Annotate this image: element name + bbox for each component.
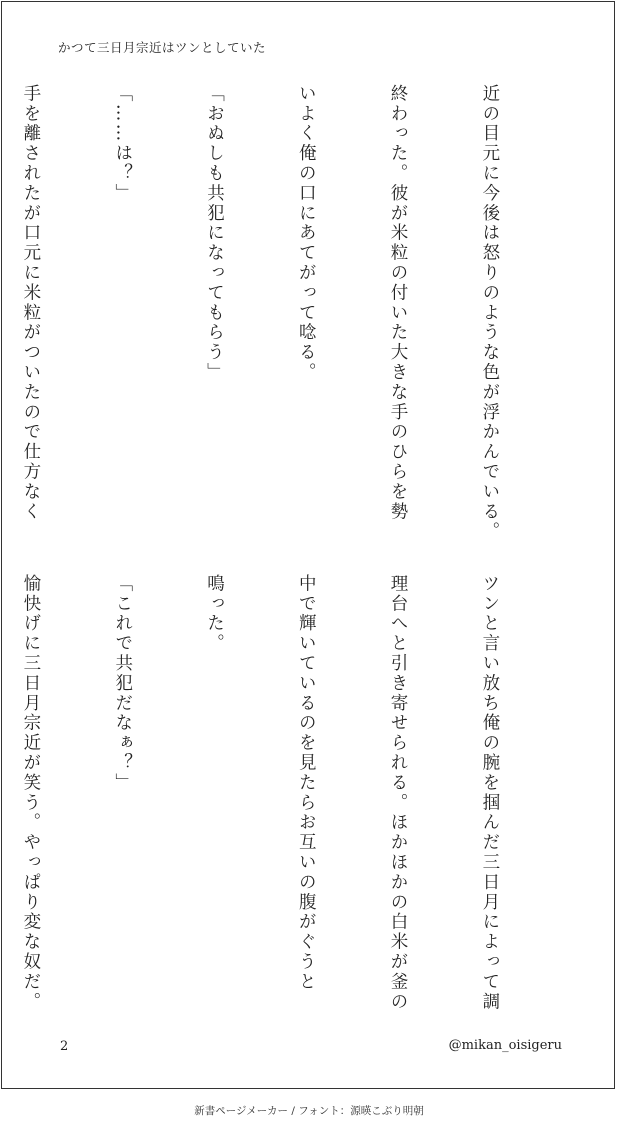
book-page (1, 1, 615, 1089)
text-line: 「……は？」 (112, 84, 133, 204)
text-line: 鳴った。 (204, 574, 225, 654)
text-line: 「これで共犯だなぁ？」 (112, 574, 133, 793)
text-line: いよく俺の口にあてがって唸る。 (296, 84, 317, 383)
text-line: ツンと言い放ち俺の腕を掴んだ三日月によって調 (479, 574, 500, 1012)
author-handle: @mikan_oisigeru (448, 1038, 562, 1053)
text-line: 愉快げに三日月宗近が笑う。やっぱり変な奴だ。 (20, 574, 41, 1012)
text-line: 中で輝いているのを見たらお互いの腹がぐうと (296, 574, 317, 992)
text-line: 理台へと引き寄せられる。ほかほかの白米が釜の (388, 574, 409, 1012)
text-line: 近の目元に今後は怒りのような色が浮かんでいる。 (479, 84, 500, 542)
text-block-bottom (20, 574, 566, 1022)
running-header: かつて三日月宗近はツンとしていた (58, 40, 267, 55)
text-line: 終わった。彼が米粒の付いた大きな手のひらを勢 (388, 84, 409, 522)
text-line: 「おぬしも共犯になってもらう」 (204, 84, 225, 383)
generator-credit: 新書ページメーカー / フォント：源暎こぶり明朝 (194, 1105, 424, 1117)
text-block-top (20, 84, 566, 542)
text-line: 手を離されたが口元に米粒がついたので仕方なく (20, 84, 41, 522)
page-number: 2 (60, 1039, 69, 1054)
